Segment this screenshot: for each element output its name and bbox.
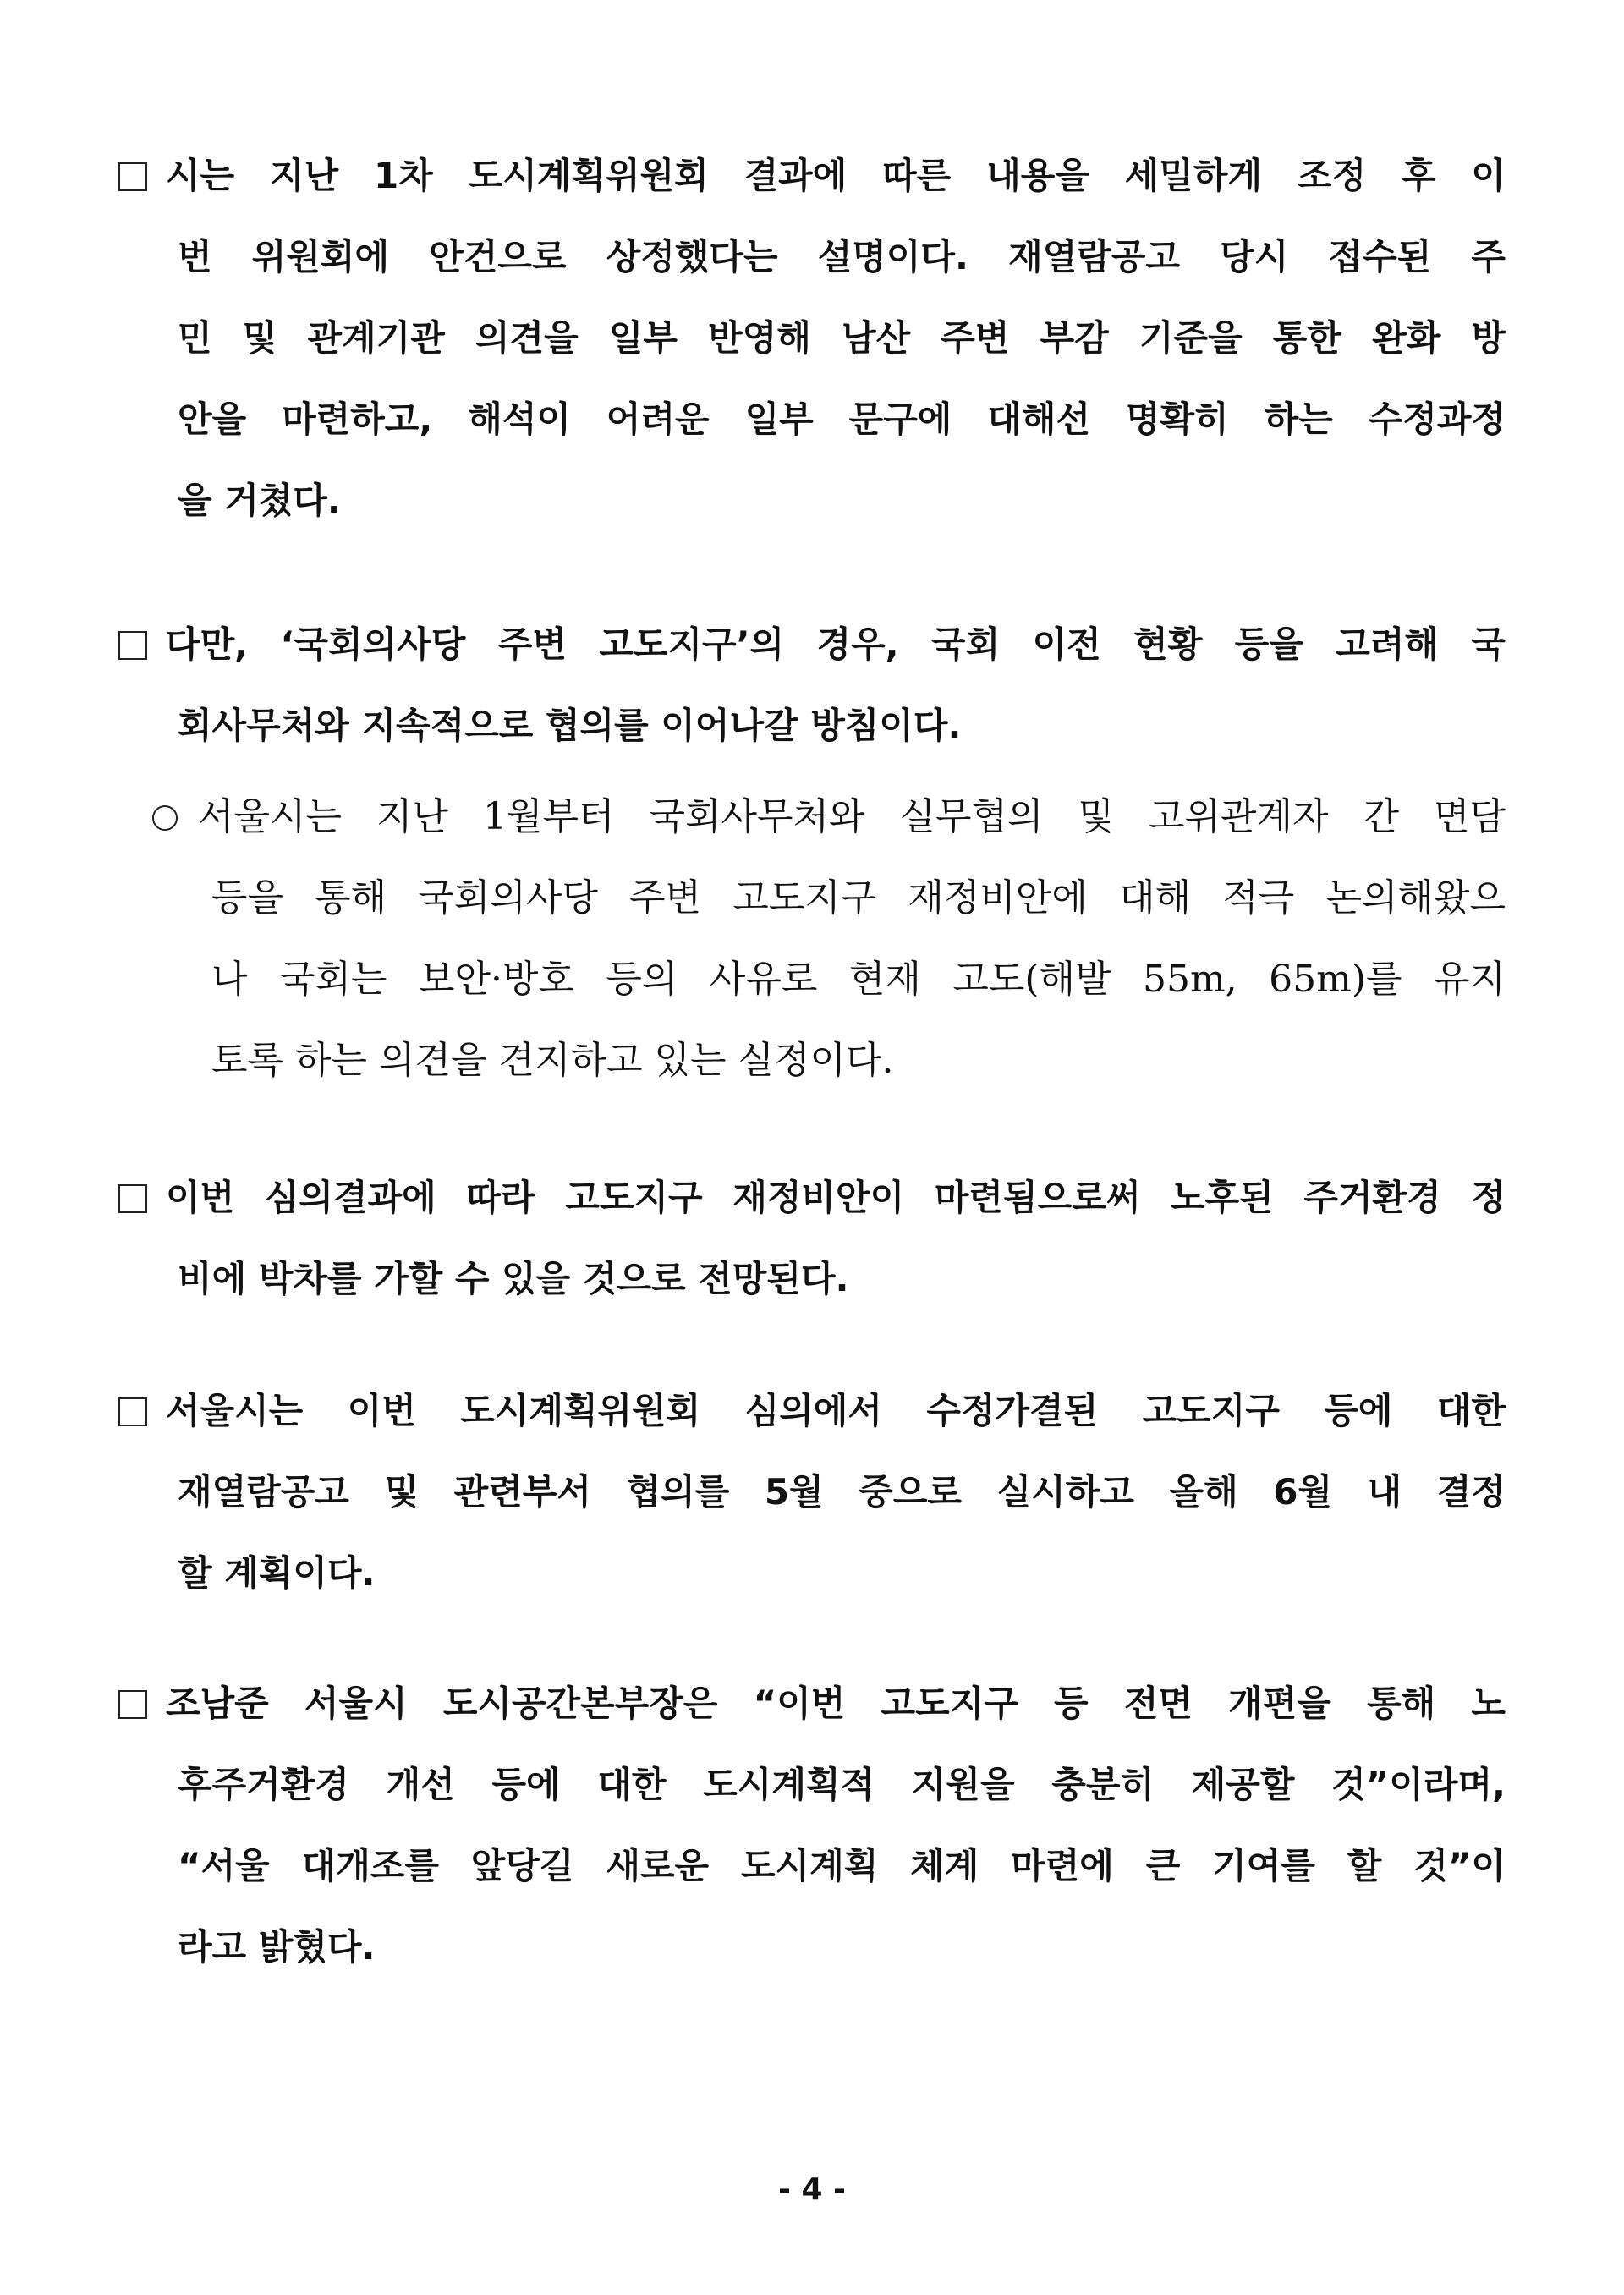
paragraph-line: 민 및 관계기관 의견을 일부 반영해 남산 주변 부감 기준을 통한 완화 방 [178,317,1506,359]
paragraph-line: 을 거쳤다. [178,480,341,521]
sub-paragraph-line: 나 국회는 보안·방호 등의 사유로 현재 고도(해발 55m, 65m)를 유지 [211,958,1506,1001]
paragraph-line: 시는 지난 1차 도시계획위원회 결과에 따른 내용을 세밀하게 조정 후 이 [166,155,1506,196]
paragraph-line: 안을 마련하고, 해석이 어려운 일부 문구에 대해선 명확히 하는 수정과정 [178,398,1506,440]
checkbox-bullet-icon [118,1690,147,1719]
checkbox-bullet-icon [118,1184,147,1213]
checkbox-bullet-icon [118,631,147,660]
sub-paragraph [152,777,1506,1101]
paragraph-5 [118,1663,1506,1988]
paragraph-line: 비에 박차를 가할 수 있을 것으로 전망된다. [178,1258,849,1299]
sub-paragraph-line: 토록 하는 의견을 견지하고 있는 실정이다. [211,1039,894,1082]
sub-paragraph-line: 등을 통해 국회의사당 주변 고도지구 재정비안에 대해 적극 논의해왔으 [211,876,1506,920]
paragraph-line: 이번 심의결과에 따라 고도지구 재정비안이 마련됨으로써 노후된 주거환경 정 [166,1177,1506,1218]
checkbox-bullet-icon [118,1397,147,1426]
paragraph-line: “서울 대개조를 앞당길 새로운 도시계획 체계 마련에 큰 기여를 할 것”이 [178,1845,1506,1886]
paragraph-line: 회사무처와 지속적으로 협의를 이어나갈 방침이다. [178,705,962,746]
paragraph-1 [118,135,1506,541]
paragraph-line: 조남준 서울시 도시공간본부장은 “이번 고도지구 등 전면 개편을 통해 노 [166,1683,1506,1724]
paragraph-2 [118,604,1506,766]
page-number: - 4 - [778,2172,846,2207]
circle-bullet-icon [152,805,178,831]
paragraph-line: 다만, ‘국회의사당 주변 고도지구’의 경우, 국회 이전 현황 등을 고려해 국 [166,623,1506,665]
paragraph-line: 재열람공고 및 관련부서 협의를 5월 중으로 실시하고 올해 6월 내 결정 [178,1471,1506,1513]
paragraph-3 [118,1157,1506,1320]
paragraph-line: 라고 밝혔다. [178,1926,376,1968]
paragraph-line: 번 위원회에 안건으로 상정했다는 설명이다. 재열람공고 당시 접수된 주 [178,236,1506,277]
paragraph-line: 후주거환경 개선 등에 대한 도시계획적 지원을 충분히 제공할 것”이라며, [178,1764,1506,1805]
paragraph-line: 서울시는 이번 도시계획위원회 심의에서 수정가결된 고도지구 등에 대한 [166,1390,1506,1431]
paragraph-line: 할 계획이다. [178,1552,376,1594]
paragraph-4 [118,1370,1506,1614]
checkbox-bullet-icon [118,162,147,191]
sub-paragraph-line: 서울시는 지난 1월부터 국회사무처와 실무협의 및 고위관계자 간 면담 [198,795,1506,838]
